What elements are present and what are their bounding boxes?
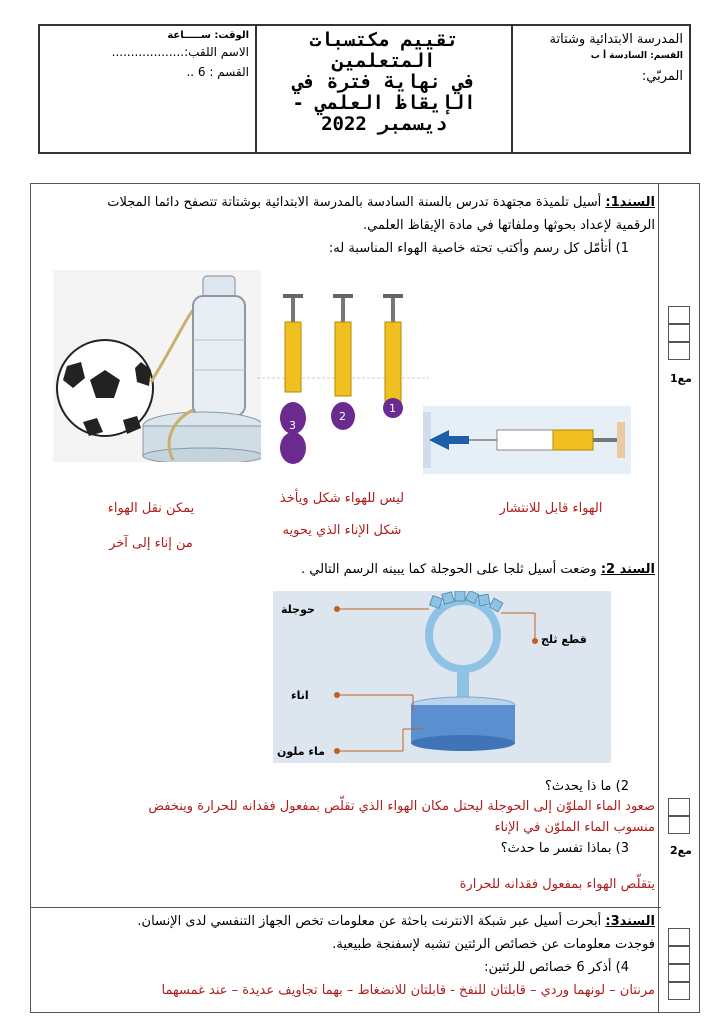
question-3: 3) بماذا تفسر ما حدث؟ xyxy=(500,841,629,856)
answer-shape-line1: ليس للهواء شكل ويأخذ xyxy=(279,491,405,506)
score-box[interactable] xyxy=(668,946,690,964)
score-box[interactable] xyxy=(668,964,690,982)
header-student-cell xyxy=(40,26,255,152)
title-line: تقييم مكتسبات xyxy=(309,29,459,51)
section-divider xyxy=(31,907,661,908)
time-label: الوقت: ســـــاعة xyxy=(167,30,249,41)
air-transfer-figure xyxy=(53,270,261,462)
answer-3: يتقلّص الهواء بمفعول فقدانه للحرارة xyxy=(459,877,655,892)
balloon-number: 2 xyxy=(339,410,346,423)
sanad3-line1 xyxy=(43,911,655,932)
title-line: في نهاية فترة في xyxy=(292,71,476,93)
label-vessel: اناء xyxy=(291,689,309,702)
criterion-2-label: مع2 xyxy=(670,844,692,857)
score-box[interactable] xyxy=(668,342,690,360)
sanad1-line1 xyxy=(43,192,655,213)
question-4: 4) أذكر 6 خصائص للرئتين: xyxy=(484,960,629,975)
answer-2-line1: صعود الماء الملوّن إلى الحوجلة ليحتل مكان الهواء الذي تقلّص بمفعول فقدانه للحرارة وينخفض xyxy=(148,799,655,814)
answer-shape-line2: شكل الإناء الذي يحويه xyxy=(282,523,402,538)
sanad2-text: وضعت أسيل ثلجا على الحوجلة كما يبينه الرسم التالي . xyxy=(301,562,601,577)
class-field[interactable]: القسم : 6 .. xyxy=(186,65,249,79)
score-box[interactable] xyxy=(668,306,690,324)
balloon-number: 3 xyxy=(289,419,296,432)
header xyxy=(38,24,691,154)
school-name: المدرسة الابتدائية وشتاتة xyxy=(549,32,683,47)
question-1: 1) أتأمّل كل رسم وأكتب تحته خاصية الهواء المناسبة له: xyxy=(328,241,629,256)
header-title-cell xyxy=(255,26,511,152)
sanad3-text: أبحرت أسيل عبر شبكة الانترنت باحثة عن معلومات تخص الجهاز التنفسي لدى الإنسان. xyxy=(137,914,606,929)
label-flask: حوجلة xyxy=(281,603,315,616)
score-box[interactable] xyxy=(668,324,690,342)
label-colored-water: ماء ملون xyxy=(277,745,325,758)
score-box[interactable] xyxy=(668,982,690,1000)
section-label: القسم: السادسة أ ب xyxy=(590,51,683,61)
name-field[interactable]: الاسم اللقب:................... xyxy=(111,45,249,59)
syringe-3 xyxy=(280,294,306,464)
syringe-2 xyxy=(331,294,355,430)
sanad1-line2: الرقمية لإعداد بحوثها وملفاتها في مادة الإيقاظ العلمي. xyxy=(362,218,655,233)
sanad3-line2: فوجدت معلومات عن خصائص الرئتين تشبه لإسفنجة طبيعية. xyxy=(332,937,655,952)
criterion-1-label: مع1 xyxy=(670,372,692,385)
label-ice: قطع ثلج xyxy=(541,633,587,646)
sanad3-label: السند3: xyxy=(605,914,655,929)
horizontal-syringe-figure xyxy=(423,406,631,474)
flask-experiment-diagram xyxy=(273,591,611,763)
answer-transfer-line2: من إناء إلى آخر xyxy=(109,536,193,551)
answer-transfer-line1: يمكن نقل الهواء xyxy=(107,501,195,516)
title-line: الإيقاظ العلمي - xyxy=(292,92,476,114)
exam-body xyxy=(30,183,700,1013)
teacher-label: المربّي: xyxy=(641,69,683,84)
syringe-1 xyxy=(383,294,403,418)
sanad2-label: السند 2: xyxy=(600,562,655,577)
criteria-column xyxy=(658,184,699,1012)
answer-2-line2: منسوب الماء الملوّن في الإناء xyxy=(494,820,655,835)
header-school-cell xyxy=(511,26,689,152)
balloon-number: 1 xyxy=(389,402,396,415)
title-line: المتعلمين xyxy=(332,50,436,72)
question-2: 2) ما ذا يحدث؟ xyxy=(544,779,629,794)
answer-4: مرنتان – لونهما وردي – قابلتان للنفخ - قابلتان للانضغاط – بهما تجاويف عديدة – عند غمسهما xyxy=(161,983,655,998)
answer-diffusion: الهواء قابل للانتشار xyxy=(499,501,603,516)
sanad1-text: أسيل تلميذة مجتهدة تدرس بالسنة السادسة بالمدرسة الابتدائية بوشتاتة تتصفح دائما المجلات xyxy=(107,195,606,210)
title-line: ديسمبر 2022 xyxy=(321,113,447,135)
sanad2-line xyxy=(43,559,655,580)
score-box[interactable] xyxy=(668,798,690,816)
score-box[interactable] xyxy=(668,816,690,834)
score-box[interactable] xyxy=(668,928,690,946)
sanad1-label: السند1: xyxy=(605,195,655,210)
syringe-balloons-figure xyxy=(257,292,429,482)
